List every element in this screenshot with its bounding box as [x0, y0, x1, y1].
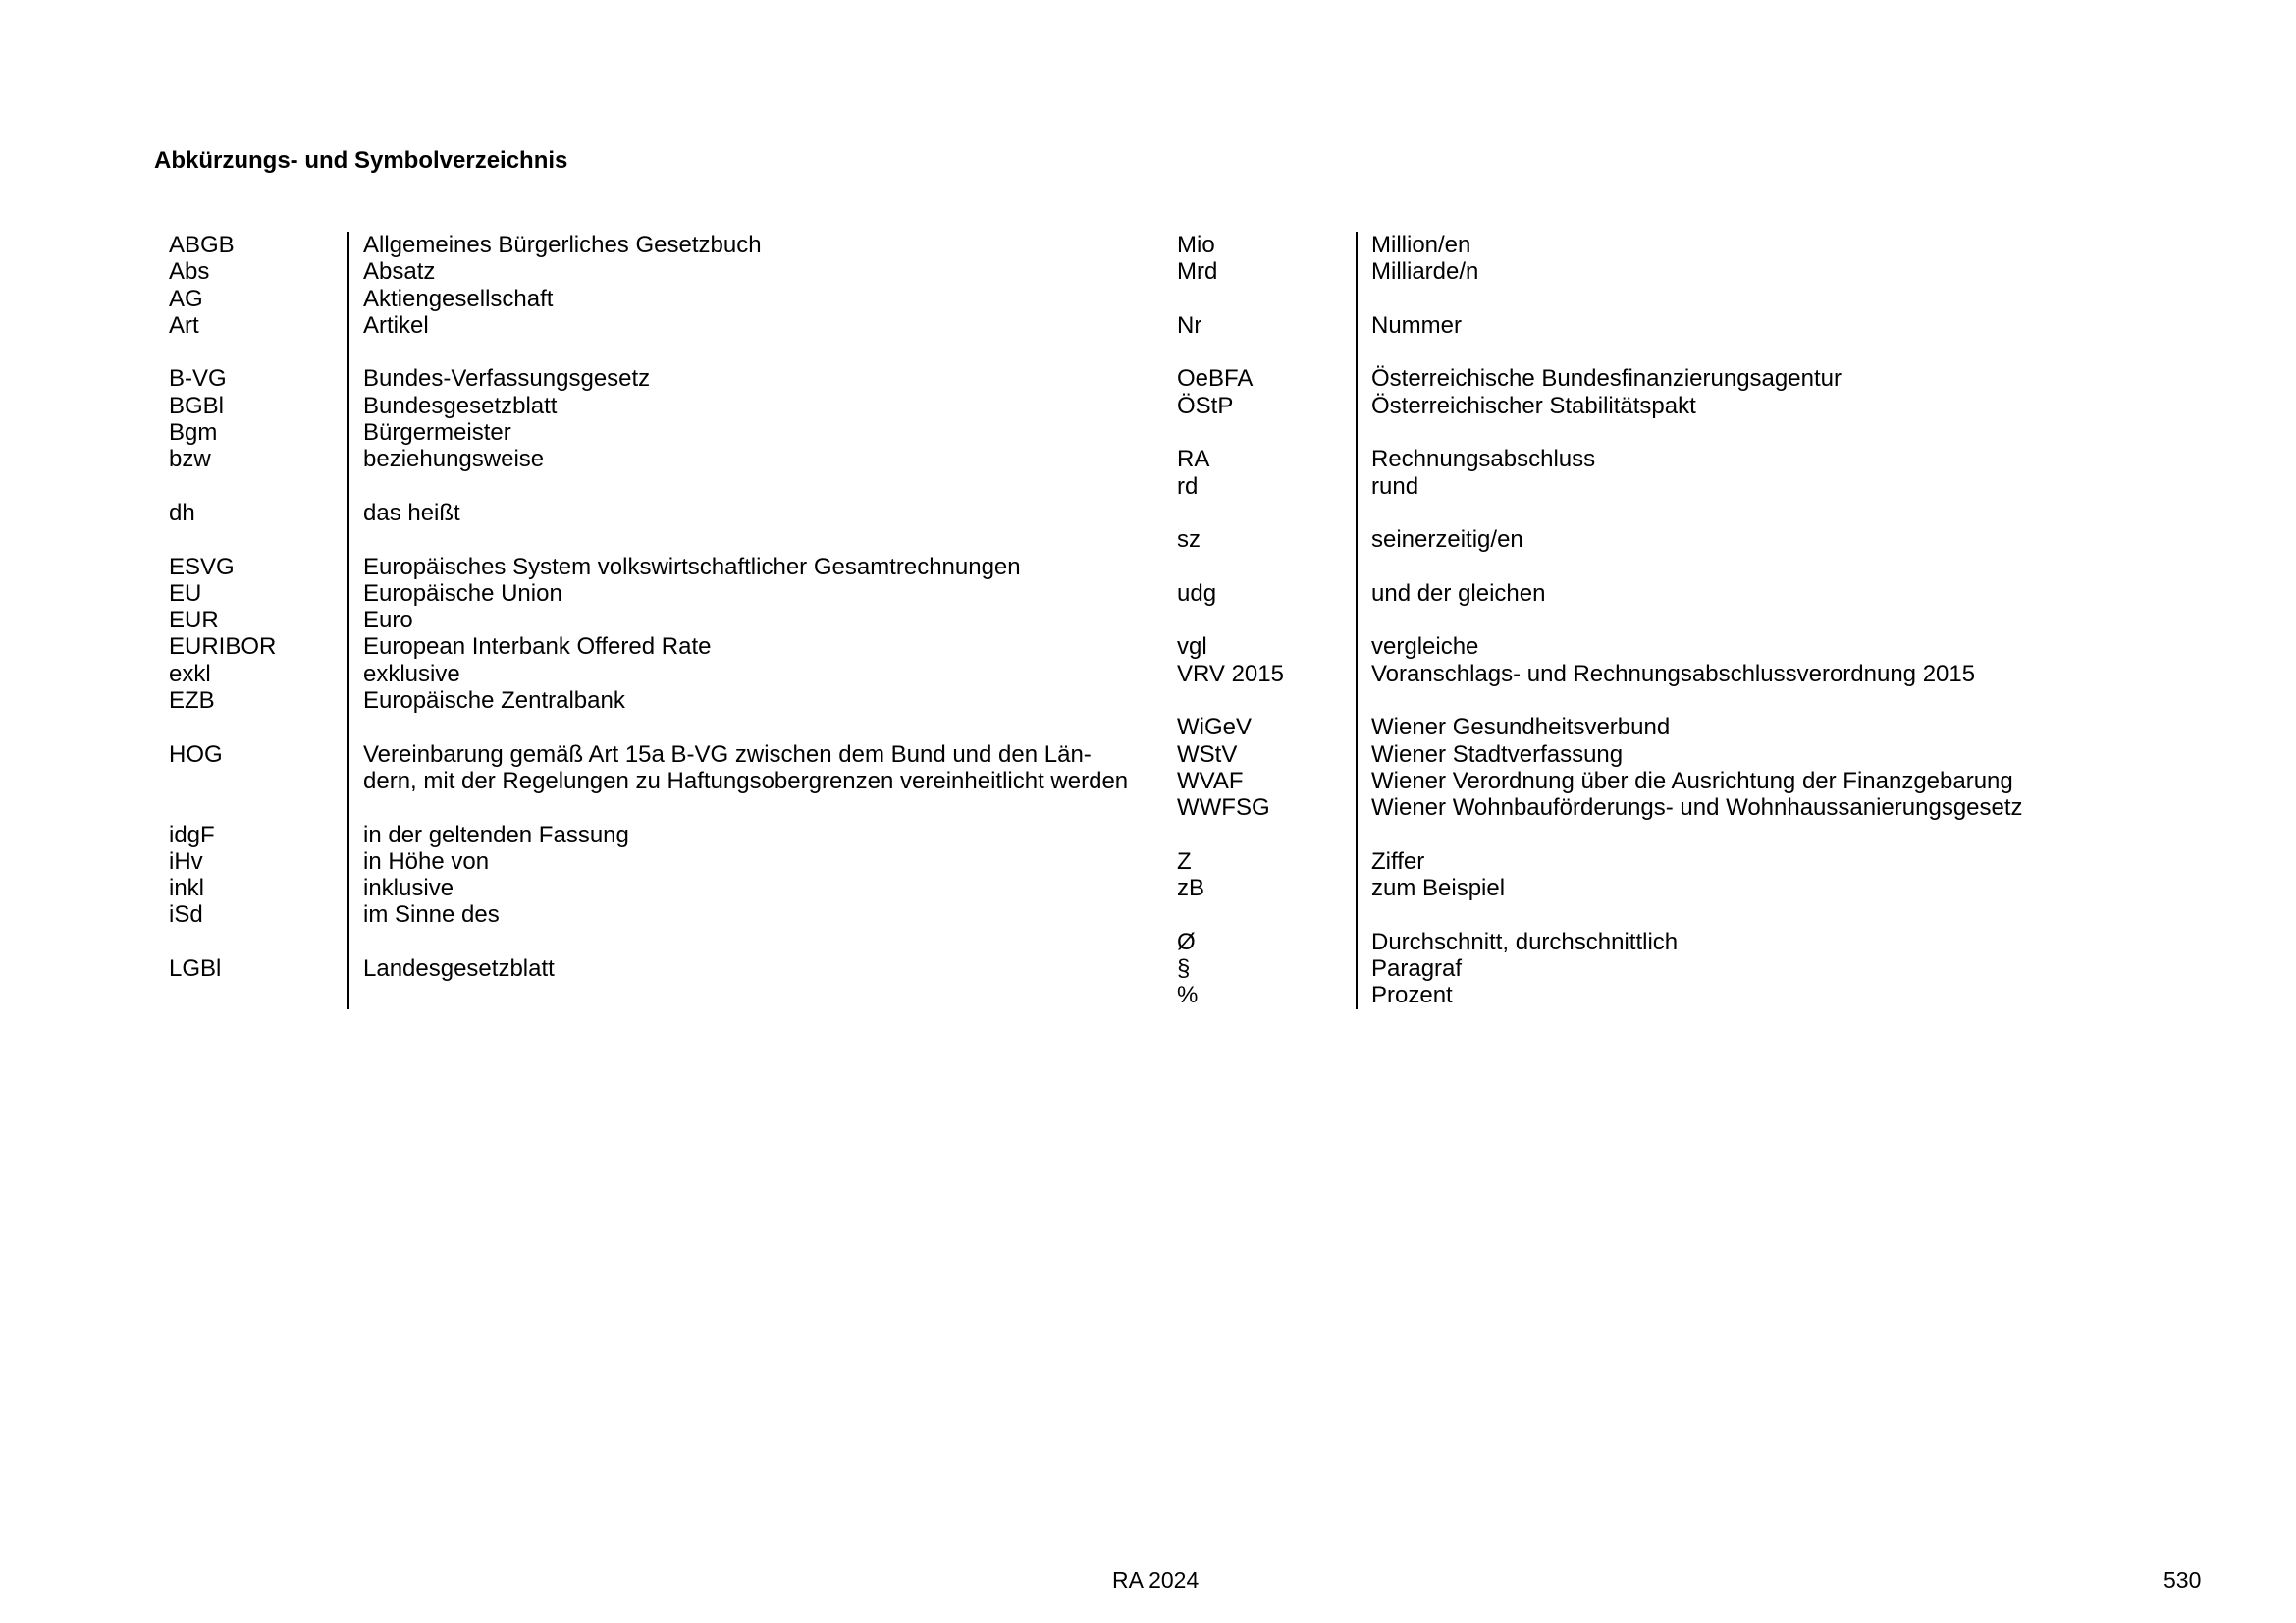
list-item	[1177, 526, 2058, 553]
list-item	[169, 446, 1168, 472]
abbreviation-meaning: Prozent	[1356, 982, 2058, 1008]
abbreviation-meaning: und der gleichen	[1356, 580, 2058, 607]
list-item	[1177, 768, 2058, 794]
abbreviation-meaning: Milliarde/n	[1356, 258, 2058, 285]
abbreviation: rd	[1177, 472, 1199, 500]
list-item	[169, 365, 1168, 392]
abbreviation-meaning: Wiener Gesundheitsverbund	[1356, 714, 2058, 740]
list-item	[169, 554, 1168, 580]
list-item	[169, 607, 1168, 633]
list-item	[169, 526, 1168, 553]
abbreviation-meaning: Bundesgesetzblatt	[347, 393, 1168, 419]
abbreviation-meaning: exklusive	[347, 661, 1168, 687]
list-item	[1177, 286, 2058, 312]
list-item	[1177, 661, 2058, 687]
list-item	[1177, 633, 2058, 660]
list-item	[169, 768, 1168, 794]
abbreviation-meaning: Vereinbarung gemäß Art 15a B-VG zwischen dem Bund und den Län-	[347, 741, 1168, 768]
list-item	[1177, 312, 2058, 339]
abbreviation-list-left	[169, 232, 1168, 1009]
list-item	[169, 929, 1168, 955]
abbreviation-meaning	[347, 982, 1168, 1008]
list-item	[169, 901, 1168, 928]
abbreviation-meaning: Wiener Wohnbauförderungs- und Wohnhaussanierungsgesetz	[1356, 794, 2058, 821]
abbreviation-meaning: zum Beispiel	[1356, 875, 2058, 901]
abbreviation: vgl	[1177, 633, 1207, 661]
abbreviation	[169, 794, 347, 821]
abbreviation-meaning	[347, 339, 1168, 365]
abbreviation-meaning	[347, 929, 1168, 955]
abbreviation: Nr	[1177, 311, 1202, 339]
abbreviation: HOG	[169, 740, 223, 768]
abbreviation-meaning: Wiener Stadtverfassung	[1356, 741, 2058, 768]
abbreviation-meaning	[1356, 339, 2058, 365]
abbreviation: WWFSG	[1177, 794, 1270, 822]
abbreviation-meaning: Aktiengesellschaft	[347, 286, 1168, 312]
list-item	[1177, 580, 2058, 607]
footer-report-label: RA 2024	[1112, 1567, 1200, 1593]
abbreviation: EZB	[169, 687, 215, 715]
list-item	[1177, 365, 2058, 392]
list-item	[169, 633, 1168, 660]
abbreviation	[169, 714, 347, 740]
list-item	[169, 312, 1168, 339]
list-item	[1177, 741, 2058, 768]
abbreviation	[1177, 822, 1356, 848]
page-number: 530	[2163, 1567, 2202, 1593]
abbreviation-meaning: inklusive	[347, 875, 1168, 901]
abbreviation-meaning	[1356, 286, 2058, 312]
abbreviation: Art	[169, 311, 199, 339]
abbreviation: zB	[1177, 875, 1205, 902]
abbreviation: Ø	[1177, 928, 1196, 955]
abbreviation: EURIBOR	[169, 633, 277, 661]
abbreviation: EUR	[169, 607, 219, 634]
list-item	[1177, 500, 2058, 526]
abbreviation: sz	[1177, 526, 1201, 554]
abbreviation	[169, 929, 347, 955]
abbreviation: ÖStP	[1177, 392, 1234, 419]
abbreviation: Z	[1177, 847, 1192, 875]
abbreviation-meaning: dern, mit der Regelungen zu Haftungsobergrenzen vereinheitlicht werden	[347, 768, 1168, 794]
list-item	[1177, 955, 2058, 982]
abbreviation-meaning: Europäisches System volkswirtschaftlicher Gesamtrechnungen	[347, 554, 1168, 580]
abbreviation-meaning: Durchschnitt, durchschnittlich	[1356, 929, 2058, 955]
abbreviation-meaning	[347, 526, 1168, 553]
abbreviation-meaning	[1356, 822, 2058, 848]
abbreviation-meaning: in der geltenden Fassung	[347, 822, 1168, 848]
list-item	[169, 473, 1168, 500]
abbreviation-meaning: Wiener Verordnung über die Ausrichtung der Finanzgebarung	[1356, 768, 2058, 794]
abbreviation	[1177, 286, 1356, 312]
abbreviation-meaning: rund	[1356, 473, 2058, 500]
list-item	[1177, 714, 2058, 740]
abbreviation-meaning: seinerzeitig/en	[1356, 526, 2058, 553]
list-item	[1177, 258, 2058, 285]
abbreviation: AG	[169, 285, 203, 312]
abbreviation	[1177, 500, 1356, 526]
abbreviation-meaning: in Höhe von	[347, 848, 1168, 875]
abbreviation: BGBl	[169, 392, 225, 419]
list-item	[169, 286, 1168, 312]
list-item	[169, 794, 1168, 821]
abbreviation-meaning: Nummer	[1356, 312, 2058, 339]
abbreviation: %	[1177, 982, 1199, 1009]
list-item	[1177, 848, 2058, 875]
abbreviation	[169, 768, 347, 794]
abbreviation: Abs	[169, 258, 210, 286]
list-item	[169, 848, 1168, 875]
abbreviation: Mrd	[1177, 258, 1218, 286]
list-item	[1177, 473, 2058, 500]
abbreviation-meaning	[1356, 419, 2058, 446]
abbreviation: inkl	[169, 875, 205, 902]
abbreviation-meaning: European Interbank Offered Rate	[347, 633, 1168, 660]
list-item	[169, 955, 1168, 982]
abbreviation-meaning: Euro	[347, 607, 1168, 633]
list-item	[169, 714, 1168, 740]
list-item	[169, 687, 1168, 714]
abbreviation-meaning: vergleiche	[1356, 633, 2058, 660]
abbreviation-meaning: Landesgesetzblatt	[347, 955, 1168, 982]
abbreviation: B-VG	[169, 365, 227, 393]
abbreviation	[169, 339, 347, 365]
abbreviation-meaning	[1356, 554, 2058, 580]
abbreviation: udg	[1177, 579, 1217, 607]
abbreviation: LGBl	[169, 955, 222, 983]
abbreviation-meaning: Österreichischer Stabilitätspakt	[1356, 393, 2058, 419]
list-item	[1177, 446, 2058, 472]
list-item	[1177, 339, 2058, 365]
abbreviation-meaning	[1356, 500, 2058, 526]
abbreviation-meaning: beziehungsweise	[347, 446, 1168, 472]
abbreviation-meaning: Voranschlags- und Rechnungsabschlussverordnung 2015	[1356, 661, 2058, 687]
list-item	[169, 232, 1168, 258]
abbreviation-meaning: Bürgermeister	[347, 419, 1168, 446]
abbreviation: ABGB	[169, 232, 235, 258]
abbreviation: Bgm	[169, 419, 218, 447]
list-item	[1177, 982, 2058, 1008]
abbreviation: WiGeV	[1177, 714, 1253, 741]
abbreviation: OeBFA	[1177, 365, 1254, 393]
list-item	[169, 982, 1168, 1008]
abbreviation: WStV	[1177, 740, 1238, 768]
list-item	[1177, 929, 2058, 955]
abbreviation-meaning: Europäische Union	[347, 580, 1168, 607]
abbreviation: RA	[1177, 446, 1210, 473]
abbreviation: ESVG	[169, 553, 235, 580]
list-item	[169, 393, 1168, 419]
abbreviation-meaning: das heißt	[347, 500, 1168, 526]
list-item	[169, 822, 1168, 848]
abbreviation-meaning: Allgemeines Bürgerliches Gesetzbuch	[347, 232, 1168, 258]
abbreviation-meaning: Paragraf	[1356, 955, 2058, 982]
abbreviation: VRV 2015	[1177, 660, 1284, 687]
abbreviation-meaning: Artikel	[347, 312, 1168, 339]
abbreviation-meaning: Europäische Zentralbank	[347, 687, 1168, 714]
list-item	[1177, 232, 2058, 258]
abbreviation-meaning: Ziffer	[1356, 848, 2058, 875]
abbreviation-meaning	[1356, 687, 2058, 714]
list-item	[169, 419, 1168, 446]
abbreviation-meaning	[347, 714, 1168, 740]
list-item	[1177, 794, 2058, 821]
list-item	[169, 741, 1168, 768]
list-item	[1177, 901, 2058, 928]
abbreviation: idgF	[169, 821, 215, 848]
abbreviation	[1177, 687, 1356, 714]
abbreviation: WVAF	[1177, 767, 1244, 794]
abbreviation	[1177, 339, 1356, 365]
abbreviation	[1177, 419, 1356, 446]
list-item	[1177, 822, 2058, 848]
abbreviation: exkl	[169, 660, 211, 687]
abbreviation-meaning: Million/en	[1356, 232, 2058, 258]
abbreviation: iHv	[169, 847, 203, 875]
abbreviation-meaning	[347, 473, 1168, 500]
list-item	[169, 258, 1168, 285]
abbreviation-meaning: im Sinne des	[347, 901, 1168, 928]
abbreviation	[1177, 607, 1356, 633]
list-item	[169, 339, 1168, 365]
page-title: Abkürzungs- und Symbolverzeichnis	[154, 147, 568, 174]
list-item	[169, 500, 1168, 526]
abbreviation-list-right	[1177, 232, 2058, 1009]
abbreviation: iSd	[169, 901, 203, 929]
abbreviation: EU	[169, 579, 202, 607]
list-item	[1177, 687, 2058, 714]
abbreviation	[169, 473, 347, 500]
list-item	[169, 661, 1168, 687]
abbreviation: §	[1177, 955, 1191, 983]
abbreviation-meaning	[1356, 901, 2058, 928]
abbreviation: Mio	[1177, 232, 1215, 258]
list-item	[1177, 875, 2058, 901]
abbreviation	[169, 526, 347, 553]
list-item	[1177, 554, 2058, 580]
abbreviation	[1177, 901, 1356, 928]
abbreviation-meaning: Bundes-Verfassungsgesetz	[347, 365, 1168, 392]
list-item	[1177, 419, 2058, 446]
list-item	[1177, 607, 2058, 633]
abbreviation-meaning	[347, 794, 1168, 821]
abbreviation: bzw	[169, 446, 211, 473]
list-item	[169, 580, 1168, 607]
abbreviation-meaning: Österreichische Bundesfinanzierungsagentur	[1356, 365, 2058, 392]
list-item	[1177, 393, 2058, 419]
list-item	[169, 875, 1168, 901]
abbreviation	[1177, 554, 1356, 580]
abbreviation: dh	[169, 499, 195, 526]
abbreviation-meaning	[1356, 607, 2058, 633]
abbreviation-meaning: Rechnungsabschluss	[1356, 446, 2058, 472]
abbreviation-meaning: Absatz	[347, 258, 1168, 285]
abbreviation	[169, 982, 347, 1008]
